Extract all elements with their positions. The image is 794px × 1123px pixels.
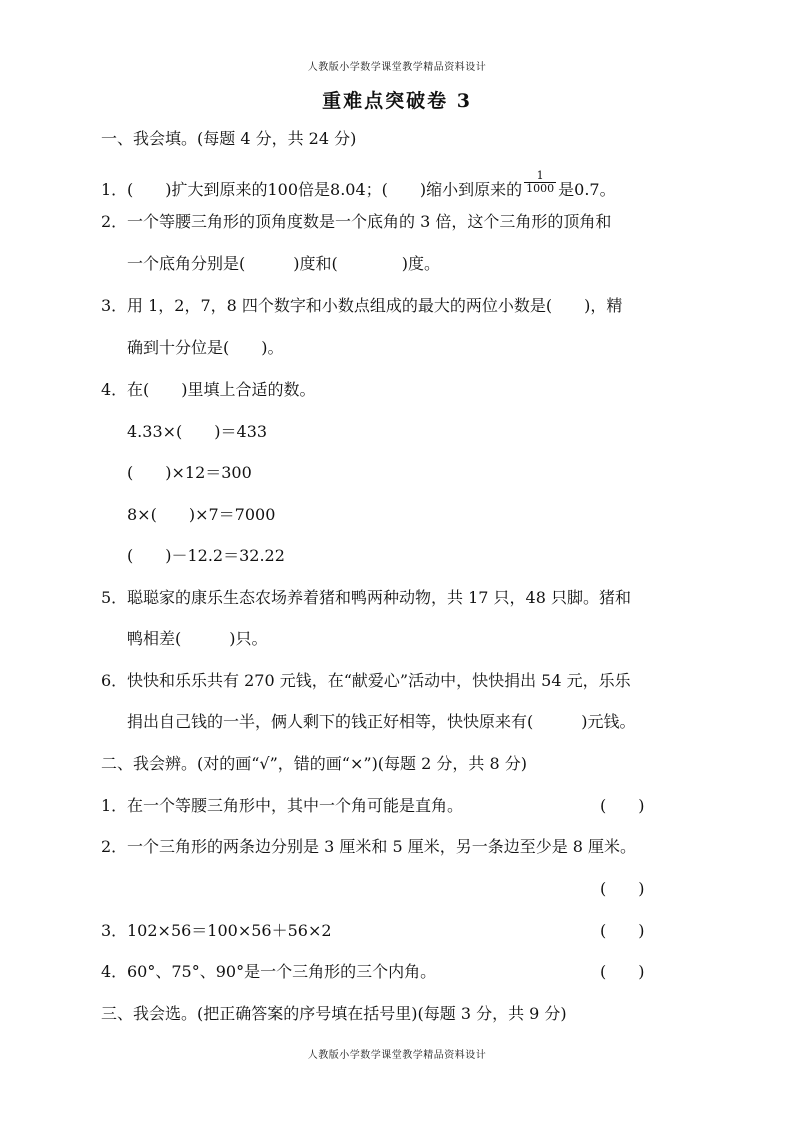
question-text: 聪聪家的康乐生态农场养着猪和鸭两种动物，共 17 只，48 只脚。猪和	[127, 588, 631, 607]
question-number: 3．	[101, 921, 128, 940]
fraction-numerator: 1	[536, 169, 544, 182]
question-text: 102×56＝100×56＋56×2	[127, 921, 332, 940]
question-text: 60°、75°、90°是一个三角形的三个内角。	[127, 962, 437, 981]
equation-2: ( )×12＝300	[127, 463, 252, 482]
question-1-3	[101, 295, 622, 317]
question-number: 5．	[101, 588, 128, 607]
question-number: 1．	[101, 796, 128, 815]
question-number: 4．	[101, 962, 128, 981]
question-1-2	[101, 211, 611, 233]
question-number: 6．	[101, 671, 128, 690]
question-text: 快快和乐乐共有 270 元钱，在“献爱心”活动中，快快捐出 54 元，乐乐	[127, 671, 631, 690]
question-number: 4．	[101, 380, 128, 399]
question-text: 一个三角形的两条边分别是 3 厘米和 5 厘米，另一条边至少是 8 厘米。	[127, 837, 637, 856]
question-text: 一个等腰三角形的顶角度数是一个底角的 3 倍，这个三角形的顶角和	[127, 212, 612, 231]
question-1-5	[101, 587, 631, 609]
answer-paren[interactable]: ( )	[600, 962, 645, 981]
question-1-4	[101, 379, 316, 401]
answer-paren[interactable]: ( )	[600, 796, 645, 815]
question-2-3	[101, 920, 332, 942]
question-text-a: ( )扩大到原来的100倍是8.04；( )缩小到原来的	[127, 180, 523, 199]
question-text: 在一个等腰三角形中，其中一个角可能是直角。	[127, 796, 464, 815]
equation-3: 8×( )×7＝7000	[127, 505, 276, 524]
answer-paren[interactable]: ( )	[600, 879, 645, 898]
question-1-2-continued: 一个底角分别是( )度和( )度。	[127, 254, 440, 273]
question-text-b: 是0.7。	[558, 180, 616, 199]
question-number: 1．	[101, 180, 128, 199]
page-header: 人教版小学数学课堂教学精品资料设计	[307, 62, 487, 73]
question-number: 2．	[101, 837, 128, 856]
section-1-heading: 一、我会填。(每题 4 分，共 24 分)	[101, 129, 357, 148]
question-1-5-continued: 鸭相差( )只。	[127, 629, 268, 648]
section-3-heading: 三、我会选。(把正确答案的序号填在括号里)(每题 3 分，共 9 分)	[101, 1004, 567, 1023]
page-footer: 人教版小学数学课堂教学精品资料设计	[307, 1050, 487, 1061]
equation-1: 4.33×( )＝433	[127, 422, 268, 441]
equation-4: ( )－12.2＝32.22	[127, 546, 285, 565]
question-1-6-continued: 捐出自己钱的一半，俩人剩下的钱正好相等，快快原来有( )元钱。	[127, 712, 636, 731]
question-2-4	[101, 961, 436, 983]
question-text: 在( )里填上合适的数。	[127, 380, 316, 399]
question-1-6	[101, 670, 631, 692]
question-1-1	[101, 169, 616, 203]
section-2-heading: 二、我会辨。(对的画“√”，错的画“×”)(每题 2 分，共 8 分)	[101, 754, 527, 773]
question-2-1	[101, 795, 463, 817]
question-2-2	[101, 836, 636, 858]
answer-paren[interactable]: ( )	[600, 921, 645, 940]
fraction	[524, 170, 556, 195]
page-title: 重难点突破卷 3	[322, 90, 472, 112]
question-number: 2．	[101, 212, 128, 231]
question-number: 3．	[101, 296, 128, 315]
fraction-denominator: 1000	[526, 182, 555, 195]
question-1-3-continued: 确到十分位是( )。	[127, 338, 284, 357]
question-text: 用 1，2，7，8 四个数字和小数点组成的最大的两位小数是( )，精	[127, 296, 623, 315]
